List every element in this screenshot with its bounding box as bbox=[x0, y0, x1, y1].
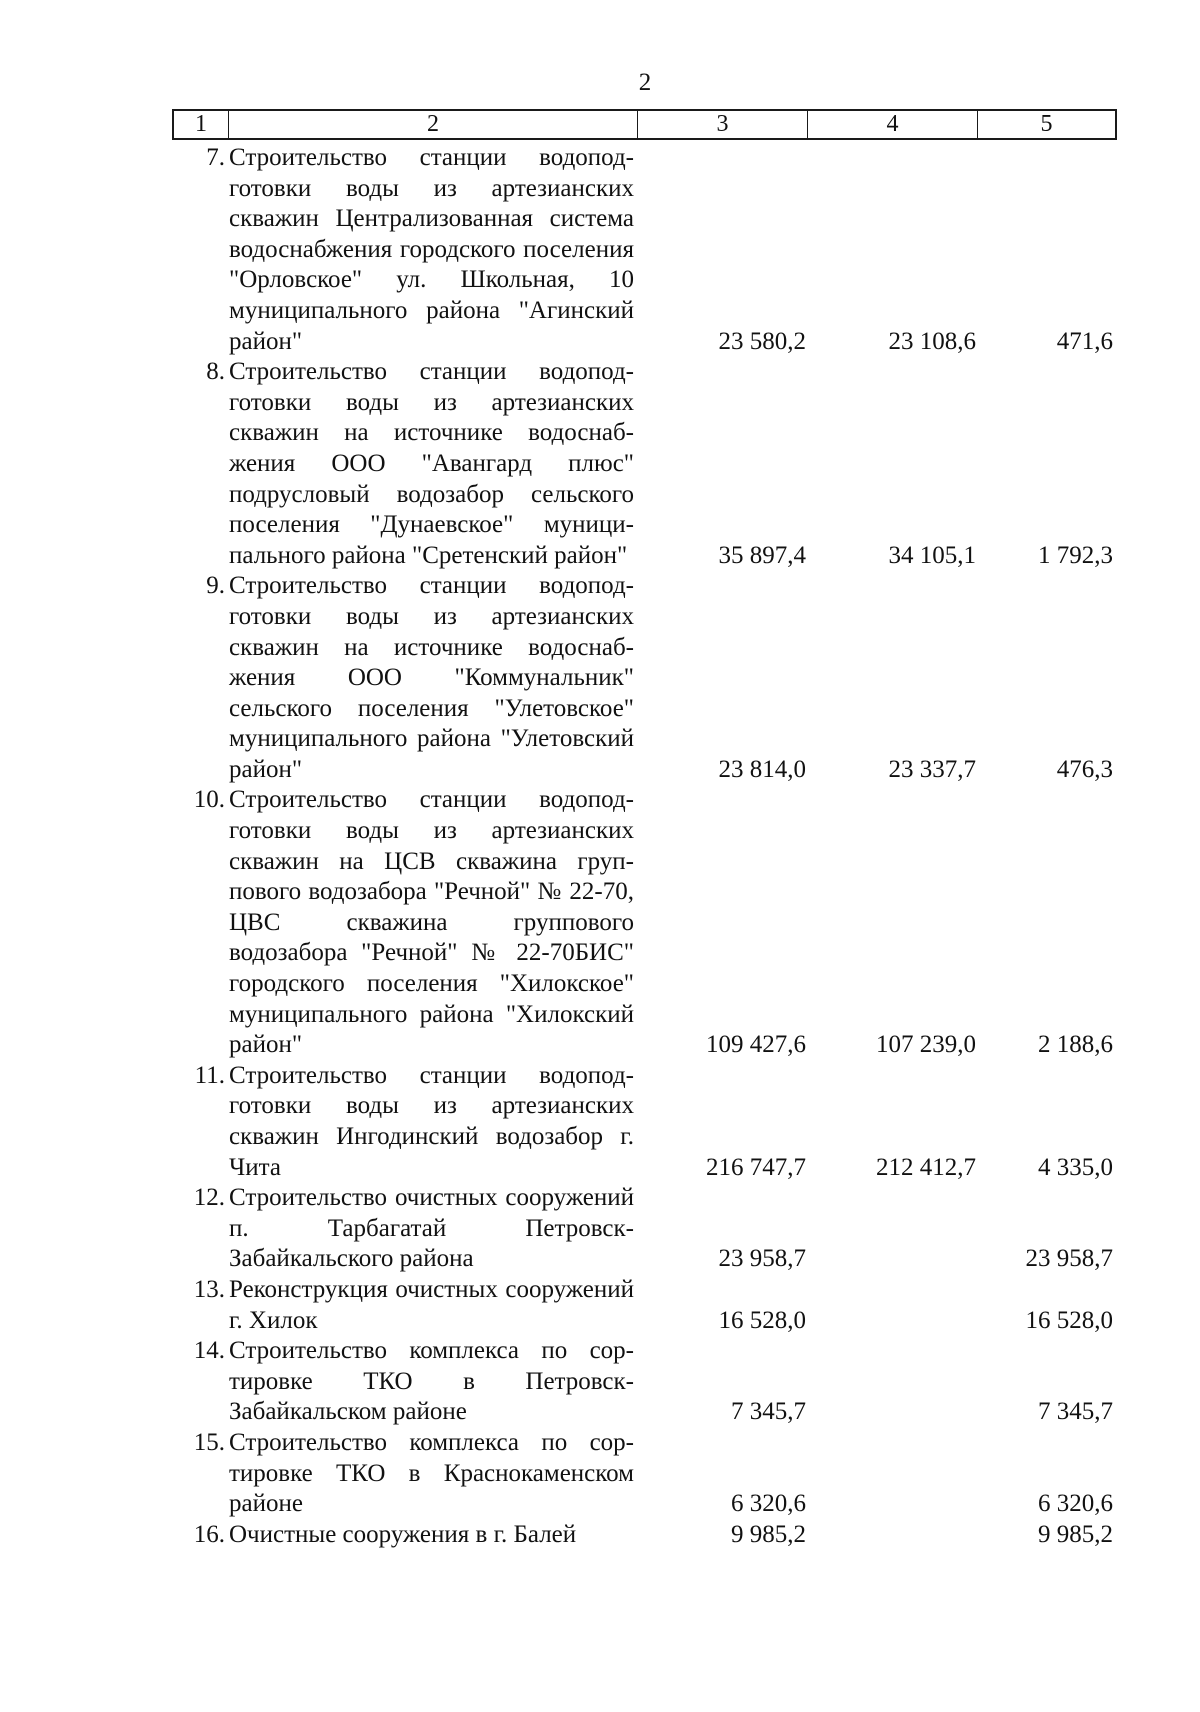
header-cell-2: 2 bbox=[229, 111, 638, 138]
row-name: Строительство комплекса по сортировке ТКО в Краснокаменском районе bbox=[229, 1428, 634, 1518]
table-header-row bbox=[172, 109, 1117, 140]
table-row bbox=[172, 571, 1117, 785]
table-row bbox=[172, 785, 1117, 1060]
row-col5-value: 7 345,7 bbox=[1038, 1398, 1113, 1426]
row-col5-value: 476,3 bbox=[1056, 755, 1113, 783]
row-col5-value: 6 320,6 bbox=[1038, 1490, 1113, 1518]
table-row bbox=[172, 1275, 1117, 1336]
header-cell-3: 3 bbox=[638, 111, 808, 138]
row-name: Строительство станции водоподготовки воды из артезианских скважин Ингодинский водозабор г. Чита bbox=[229, 1061, 634, 1181]
table-row bbox=[172, 1061, 1117, 1183]
row-number: 7. bbox=[206, 144, 225, 171]
row-col5-value: 471,6 bbox=[1056, 327, 1113, 355]
row-col3-value: 9 985,2 bbox=[731, 1520, 806, 1548]
row-col5-value: 2 188,6 bbox=[1038, 1031, 1113, 1059]
row-name: Строительство станции водоподготовки воды из артезианских скважин на источнике водоснабжения ООО "Коммунальник" сельского поселения "Улетовское" муниципального района "Улетовский район" bbox=[229, 572, 634, 783]
row-col5-value: 4 335,0 bbox=[1038, 1153, 1113, 1181]
row-number: 12. bbox=[193, 1184, 225, 1212]
table-row bbox=[172, 143, 1117, 357]
row-name: Реконструкция очистных сооружений г. Хилок bbox=[229, 1275, 634, 1334]
row-col3-value: 6 320,6 bbox=[731, 1490, 806, 1518]
table-row bbox=[172, 1520, 1117, 1551]
row-col4-value: 212 412,7 bbox=[876, 1153, 976, 1181]
row-col3-value: 23 814,0 bbox=[718, 755, 806, 783]
header-cell-5: 5 bbox=[1040, 111, 1053, 137]
table-body bbox=[172, 143, 1117, 1550]
table-row bbox=[172, 1183, 1117, 1275]
page-number: 2 bbox=[638, 69, 652, 96]
row-number: 10. bbox=[193, 786, 225, 814]
row-name: Строительство станции водоподготовки воды из артезианских скважин на источнике водоснабжения ООО "Авангард плюс" подрусловый водозабор сельского поселения "Дунаевское" муниципального района "Сретенский район" bbox=[229, 358, 634, 569]
row-number: 16. bbox=[193, 1520, 225, 1548]
row-col3-value: 23 958,7 bbox=[718, 1245, 806, 1273]
row-number: 11. bbox=[194, 1061, 225, 1089]
row-col3-value: 216 747,7 bbox=[706, 1153, 806, 1181]
row-col3-value: 35 897,4 bbox=[718, 541, 806, 569]
row-col4-value: 23 337,7 bbox=[888, 755, 976, 783]
row-col5-value: 9 985,2 bbox=[1038, 1520, 1113, 1548]
row-number: 8. bbox=[206, 358, 225, 386]
row-name: Строительство станции водоподготовки воды из артезианских скважин Централизованная система водоснабжения городского поселения "Орловское" ул. Школьная, 10 муниципального района "Агинский район" bbox=[229, 144, 634, 355]
table-row bbox=[172, 357, 1117, 571]
row-name: Строительство очистных сооружений п. Тарбагатай Петровск-Забайкальского района bbox=[229, 1184, 634, 1273]
row-name: Очистные сооружения в г. Балей bbox=[229, 1520, 577, 1548]
row-col5-value: 16 528,0 bbox=[1025, 1306, 1113, 1334]
header-cell-4: 4 bbox=[808, 111, 978, 138]
row-number: 15. bbox=[193, 1428, 225, 1456]
row-number: 9. bbox=[206, 572, 225, 600]
header-cell-1: 1 bbox=[174, 111, 229, 138]
row-col3-value: 23 580,2 bbox=[718, 327, 806, 355]
row-col3-value: 16 528,0 bbox=[718, 1306, 806, 1334]
row-col3-value: 7 345,7 bbox=[731, 1398, 806, 1426]
row-col4-value: 23 108,6 bbox=[888, 327, 976, 355]
row-col5-value: 23 958,7 bbox=[1025, 1245, 1113, 1273]
row-col3-value: 109 427,6 bbox=[706, 1031, 806, 1059]
row-col5-value: 1 792,3 bbox=[1038, 541, 1113, 569]
row-name: Строительство станции водоподготовки воды из артезианских скважин на ЦСВ скважина группового водозабора "Речной" № 22-70, ЦВС скважина группового водозабора "Речной" № 22-70БИС" городского поселения "Хилокское" муниципального района "Хилокский район" bbox=[229, 786, 634, 1059]
row-number: 14. bbox=[193, 1337, 225, 1365]
row-col4-value: 34 105,1 bbox=[888, 541, 976, 569]
row-name: Строительство комплекса по сортировке ТКО в Петровск-Забайкальском районе bbox=[229, 1337, 634, 1426]
table-row bbox=[172, 1336, 1117, 1428]
row-number: 13. bbox=[193, 1275, 225, 1303]
row-col4-value: 107 239,0 bbox=[876, 1031, 976, 1059]
table-row bbox=[172, 1428, 1117, 1520]
